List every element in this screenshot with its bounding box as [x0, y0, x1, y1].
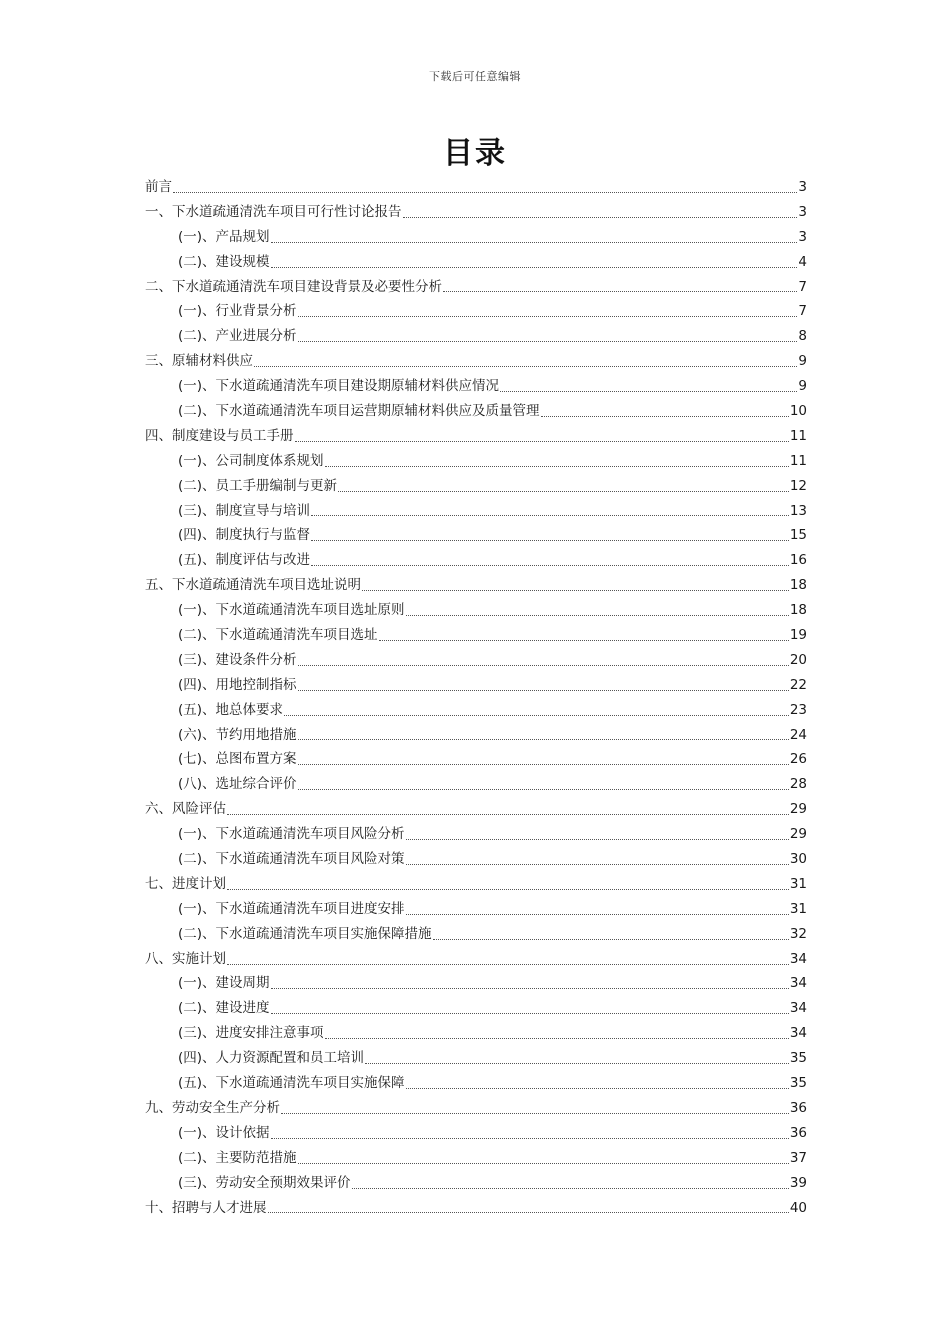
toc-entry-chapter[interactable]	[145, 872, 807, 897]
toc-page-number: 13	[789, 502, 807, 519]
toc-dot-leader	[541, 416, 789, 417]
toc-page-number: 11	[789, 427, 807, 444]
toc-entry-label: (一)、下水道疏通清洗车项目进度安排	[178, 900, 405, 917]
toc-entry-section[interactable]	[145, 1171, 807, 1196]
toc-dot-leader	[298, 739, 789, 740]
toc-entry-label: 四、制度建设与员工手册	[145, 427, 294, 444]
toc-page-number: 9	[798, 353, 807, 370]
page-header: 下载后可任意编辑	[429, 70, 521, 83]
toc-page-number: 36	[789, 1099, 807, 1116]
toc-entry-section[interactable]	[145, 474, 807, 499]
document-title: 目录	[443, 136, 507, 171]
toc-page-number: 37	[789, 1149, 807, 1166]
toc-entry-label: 一、下水道疏通清洗车项目可行性讨论报告	[145, 203, 402, 220]
toc-entry-label: (五)、制度评估与改进	[178, 552, 311, 569]
toc-entry-chapter[interactable]	[145, 797, 807, 822]
toc-page-number: 36	[789, 1124, 807, 1141]
toc-entry-section[interactable]	[145, 548, 807, 573]
toc-entry-label: 七、进度计划	[145, 875, 226, 892]
toc-dot-leader	[271, 242, 798, 243]
toc-dot-leader	[403, 217, 798, 218]
toc-page-number: 22	[789, 676, 807, 693]
toc-dot-leader	[311, 515, 789, 516]
toc-dot-leader	[298, 341, 798, 342]
toc-entry-label: (二)、产业进展分析	[178, 328, 297, 345]
table-of-contents	[145, 175, 807, 1220]
toc-entry-label: (一)、建设周期	[178, 975, 270, 992]
toc-dot-leader	[443, 291, 797, 292]
toc-entry-chapter[interactable]	[145, 1096, 807, 1121]
toc-entry-section[interactable]	[145, 623, 807, 648]
toc-entry-chapter[interactable]	[145, 275, 807, 300]
toc-entry-chapter[interactable]	[145, 349, 807, 374]
toc-page-number: 28	[789, 776, 807, 793]
toc-entry-label: (五)、地总体要求	[178, 701, 284, 718]
toc-page-number: 11	[789, 452, 807, 469]
toc-page-number: 29	[789, 826, 807, 843]
toc-dot-leader	[254, 366, 797, 367]
toc-entry-section[interactable]	[145, 374, 807, 399]
toc-entry-label: (一)、下水道疏通清洗车项目选址原则	[178, 602, 405, 619]
toc-entry-section[interactable]	[145, 648, 807, 673]
toc-entry-label: 五、下水道疏通清洗车项目选址说明	[145, 577, 361, 594]
toc-dot-leader	[298, 690, 789, 691]
toc-entry-label: (二)、下水道疏通清洗车项目风险对策	[178, 851, 405, 868]
toc-page-number: 15	[789, 527, 807, 544]
toc-page-number: 16	[789, 552, 807, 569]
toc-dot-leader	[500, 391, 797, 392]
toc-entry-label: (七)、总图布置方案	[178, 751, 297, 768]
toc-dot-leader	[227, 814, 789, 815]
toc-entry-section[interactable]	[145, 1071, 807, 1096]
toc-entry-section[interactable]	[145, 499, 807, 524]
toc-entry-label: (二)、主要防范措施	[178, 1149, 297, 1166]
toc-entry-label: (二)、下水道疏通清洗车项目实施保障措施	[178, 925, 432, 942]
toc-entry-label: (二)、建设进度	[178, 1000, 270, 1017]
toc-entry-label: 九、劳动安全生产分析	[145, 1099, 280, 1116]
toc-entry-section[interactable]	[145, 822, 807, 847]
toc-page-number: 34	[789, 1000, 807, 1017]
toc-dot-leader	[338, 491, 789, 492]
toc-page-number: 19	[789, 627, 807, 644]
toc-entry-chapter[interactable]	[145, 1196, 807, 1221]
toc-dot-leader	[268, 1212, 789, 1213]
toc-entry-section[interactable]	[145, 922, 807, 947]
toc-entry-label: 前言	[145, 178, 172, 195]
toc-entry-section[interactable]	[145, 598, 807, 623]
toc-page-number: 8	[798, 328, 807, 345]
toc-entry-section[interactable]	[145, 847, 807, 872]
toc-dot-leader	[325, 466, 789, 467]
toc-entry-section[interactable]	[145, 1021, 807, 1046]
toc-entry-section[interactable]	[145, 897, 807, 922]
toc-dot-leader	[173, 192, 797, 193]
toc-page-number: 29	[789, 801, 807, 818]
toc-entry-section[interactable]	[145, 996, 807, 1021]
toc-dot-leader	[433, 939, 789, 940]
toc-entry-label: (八)、选址综合评价	[178, 776, 297, 793]
toc-page-number: 12	[789, 477, 807, 494]
toc-entry-label: 三、原辅材料供应	[145, 353, 253, 370]
toc-entry-label: (一)、行业背景分析	[178, 303, 297, 320]
toc-dot-leader	[406, 839, 789, 840]
toc-page-number: 39	[789, 1174, 807, 1191]
toc-entry-label: 十、招聘与人才进展	[145, 1199, 267, 1216]
toc-page-number: 30	[789, 851, 807, 868]
toc-entry-section[interactable]	[145, 698, 807, 723]
toc-entry-label: (五)、下水道疏通清洗车项目实施保障	[178, 1075, 405, 1092]
toc-entry-label: (二)、下水道疏通清洗车项目运营期原辅材料供应及质量管理	[178, 403, 540, 419]
toc-page-number: 7	[798, 303, 807, 320]
toc-page-number: 26	[789, 751, 807, 768]
toc-entry-label: (一)、产品规划	[178, 228, 270, 245]
toc-entry-section[interactable]	[145, 523, 807, 548]
toc-entry-label: (一)、公司制度体系规划	[178, 452, 324, 469]
toc-dot-leader	[325, 1038, 789, 1039]
toc-entry-chapter[interactable]	[145, 573, 807, 598]
toc-dot-leader	[227, 964, 789, 965]
toc-dot-leader	[271, 267, 798, 268]
toc-dot-leader	[311, 565, 789, 566]
toc-dot-leader	[406, 864, 789, 865]
toc-entry-section[interactable]	[145, 1121, 807, 1146]
toc-page-number: 20	[789, 651, 807, 668]
toc-entry-chapter[interactable]	[145, 200, 807, 225]
toc-entry-section[interactable]	[145, 1146, 807, 1171]
toc-page-number: 23	[789, 701, 807, 718]
toc-entry-section[interactable]	[145, 1046, 807, 1071]
toc-entry-section[interactable]	[145, 723, 807, 748]
toc-page-number: 7	[798, 278, 807, 295]
toc-entry-label: (二)、建设规模	[178, 253, 270, 270]
toc-entry-label: (三)、进度安排注意事项	[178, 1025, 324, 1042]
toc-dot-leader	[281, 1113, 789, 1114]
toc-entry-section[interactable]	[145, 449, 807, 474]
toc-page-number: 3	[798, 178, 807, 195]
toc-dot-leader	[362, 590, 789, 591]
toc-entry-label: (三)、建设条件分析	[178, 651, 297, 668]
toc-page-number: 18	[789, 577, 807, 594]
toc-dot-leader	[352, 1188, 789, 1189]
toc-entry-chapter[interactable]	[145, 424, 807, 449]
toc-dot-leader	[298, 1163, 789, 1164]
toc-dot-leader	[311, 540, 789, 541]
toc-dot-leader	[406, 615, 789, 616]
toc-entry-label: (三)、劳动安全预期效果评价	[178, 1174, 351, 1191]
toc-dot-leader	[271, 988, 789, 989]
toc-page-number: 9	[798, 378, 807, 395]
toc-entry-label: 二、下水道疏通清洗车项目建设背景及必要性分析	[145, 278, 442, 295]
toc-entry-label: 八、实施计划	[145, 950, 226, 967]
toc-page-number: 34	[789, 1025, 807, 1042]
toc-page-number: 34	[789, 975, 807, 992]
toc-entry-section[interactable]	[145, 972, 807, 997]
toc-entry-label: (一)、设计依据	[178, 1124, 270, 1141]
toc-entry-section[interactable]	[145, 772, 807, 797]
toc-page-number: 4	[798, 253, 807, 270]
toc-entry-section[interactable]	[145, 225, 807, 250]
toc-dot-leader	[298, 316, 798, 317]
toc-entry-section[interactable]	[145, 324, 807, 349]
toc-page-number: 24	[789, 726, 807, 743]
toc-dot-leader	[406, 1088, 789, 1089]
toc-dot-leader	[365, 1063, 789, 1064]
toc-page-number: 31	[789, 900, 807, 917]
toc-dot-leader	[379, 640, 789, 641]
toc-dot-leader	[271, 1138, 789, 1139]
toc-entry-label: (四)、制度执行与监督	[178, 527, 311, 544]
toc-entry-section[interactable]	[145, 250, 807, 275]
toc-entry-chapter[interactable]	[145, 175, 807, 200]
toc-entry-label: (六)、节约用地措施	[178, 726, 297, 743]
toc-entry-label: 六、风险评估	[145, 801, 226, 818]
toc-dot-leader	[295, 441, 789, 442]
toc-page-number: 31	[789, 875, 807, 892]
toc-entry-section[interactable]	[145, 747, 807, 772]
toc-page-number: 3	[798, 203, 807, 220]
toc-page-number: 10	[789, 403, 807, 419]
toc-entry-chapter[interactable]	[145, 947, 807, 972]
toc-page-number: 40	[789, 1199, 807, 1216]
toc-dot-leader	[298, 789, 789, 790]
toc-dot-leader	[298, 764, 789, 765]
toc-page-number: 3	[798, 228, 807, 245]
toc-dot-leader	[406, 914, 789, 915]
toc-entry-label: (四)、用地控制指标	[178, 676, 297, 693]
toc-dot-leader	[284, 715, 789, 716]
toc-dot-leader	[298, 665, 789, 666]
toc-entry-label: (一)、下水道疏通清洗车项目建设期原辅材料供应情况	[178, 378, 500, 395]
toc-entry-section[interactable]	[145, 399, 807, 424]
toc-dot-leader	[227, 889, 789, 890]
toc-page-number: 34	[789, 950, 807, 967]
toc-entry-label: (三)、制度宣导与培训	[178, 502, 311, 519]
toc-entry-label: (四)、人力资源配置和员工培训	[178, 1050, 365, 1067]
toc-entry-label: (一)、下水道疏通清洗车项目风险分析	[178, 826, 405, 843]
toc-dot-leader	[271, 1013, 789, 1014]
toc-entry-label: (二)、员工手册编制与更新	[178, 477, 338, 494]
toc-page-number: 35	[789, 1050, 807, 1067]
toc-page-number: 32	[789, 925, 807, 942]
toc-entry-label: (二)、下水道疏通清洗车项目选址	[178, 627, 378, 644]
toc-entry-section[interactable]	[145, 299, 807, 324]
toc-page-number: 35	[789, 1075, 807, 1092]
toc-entry-section[interactable]	[145, 673, 807, 698]
toc-page-number: 18	[789, 602, 807, 619]
